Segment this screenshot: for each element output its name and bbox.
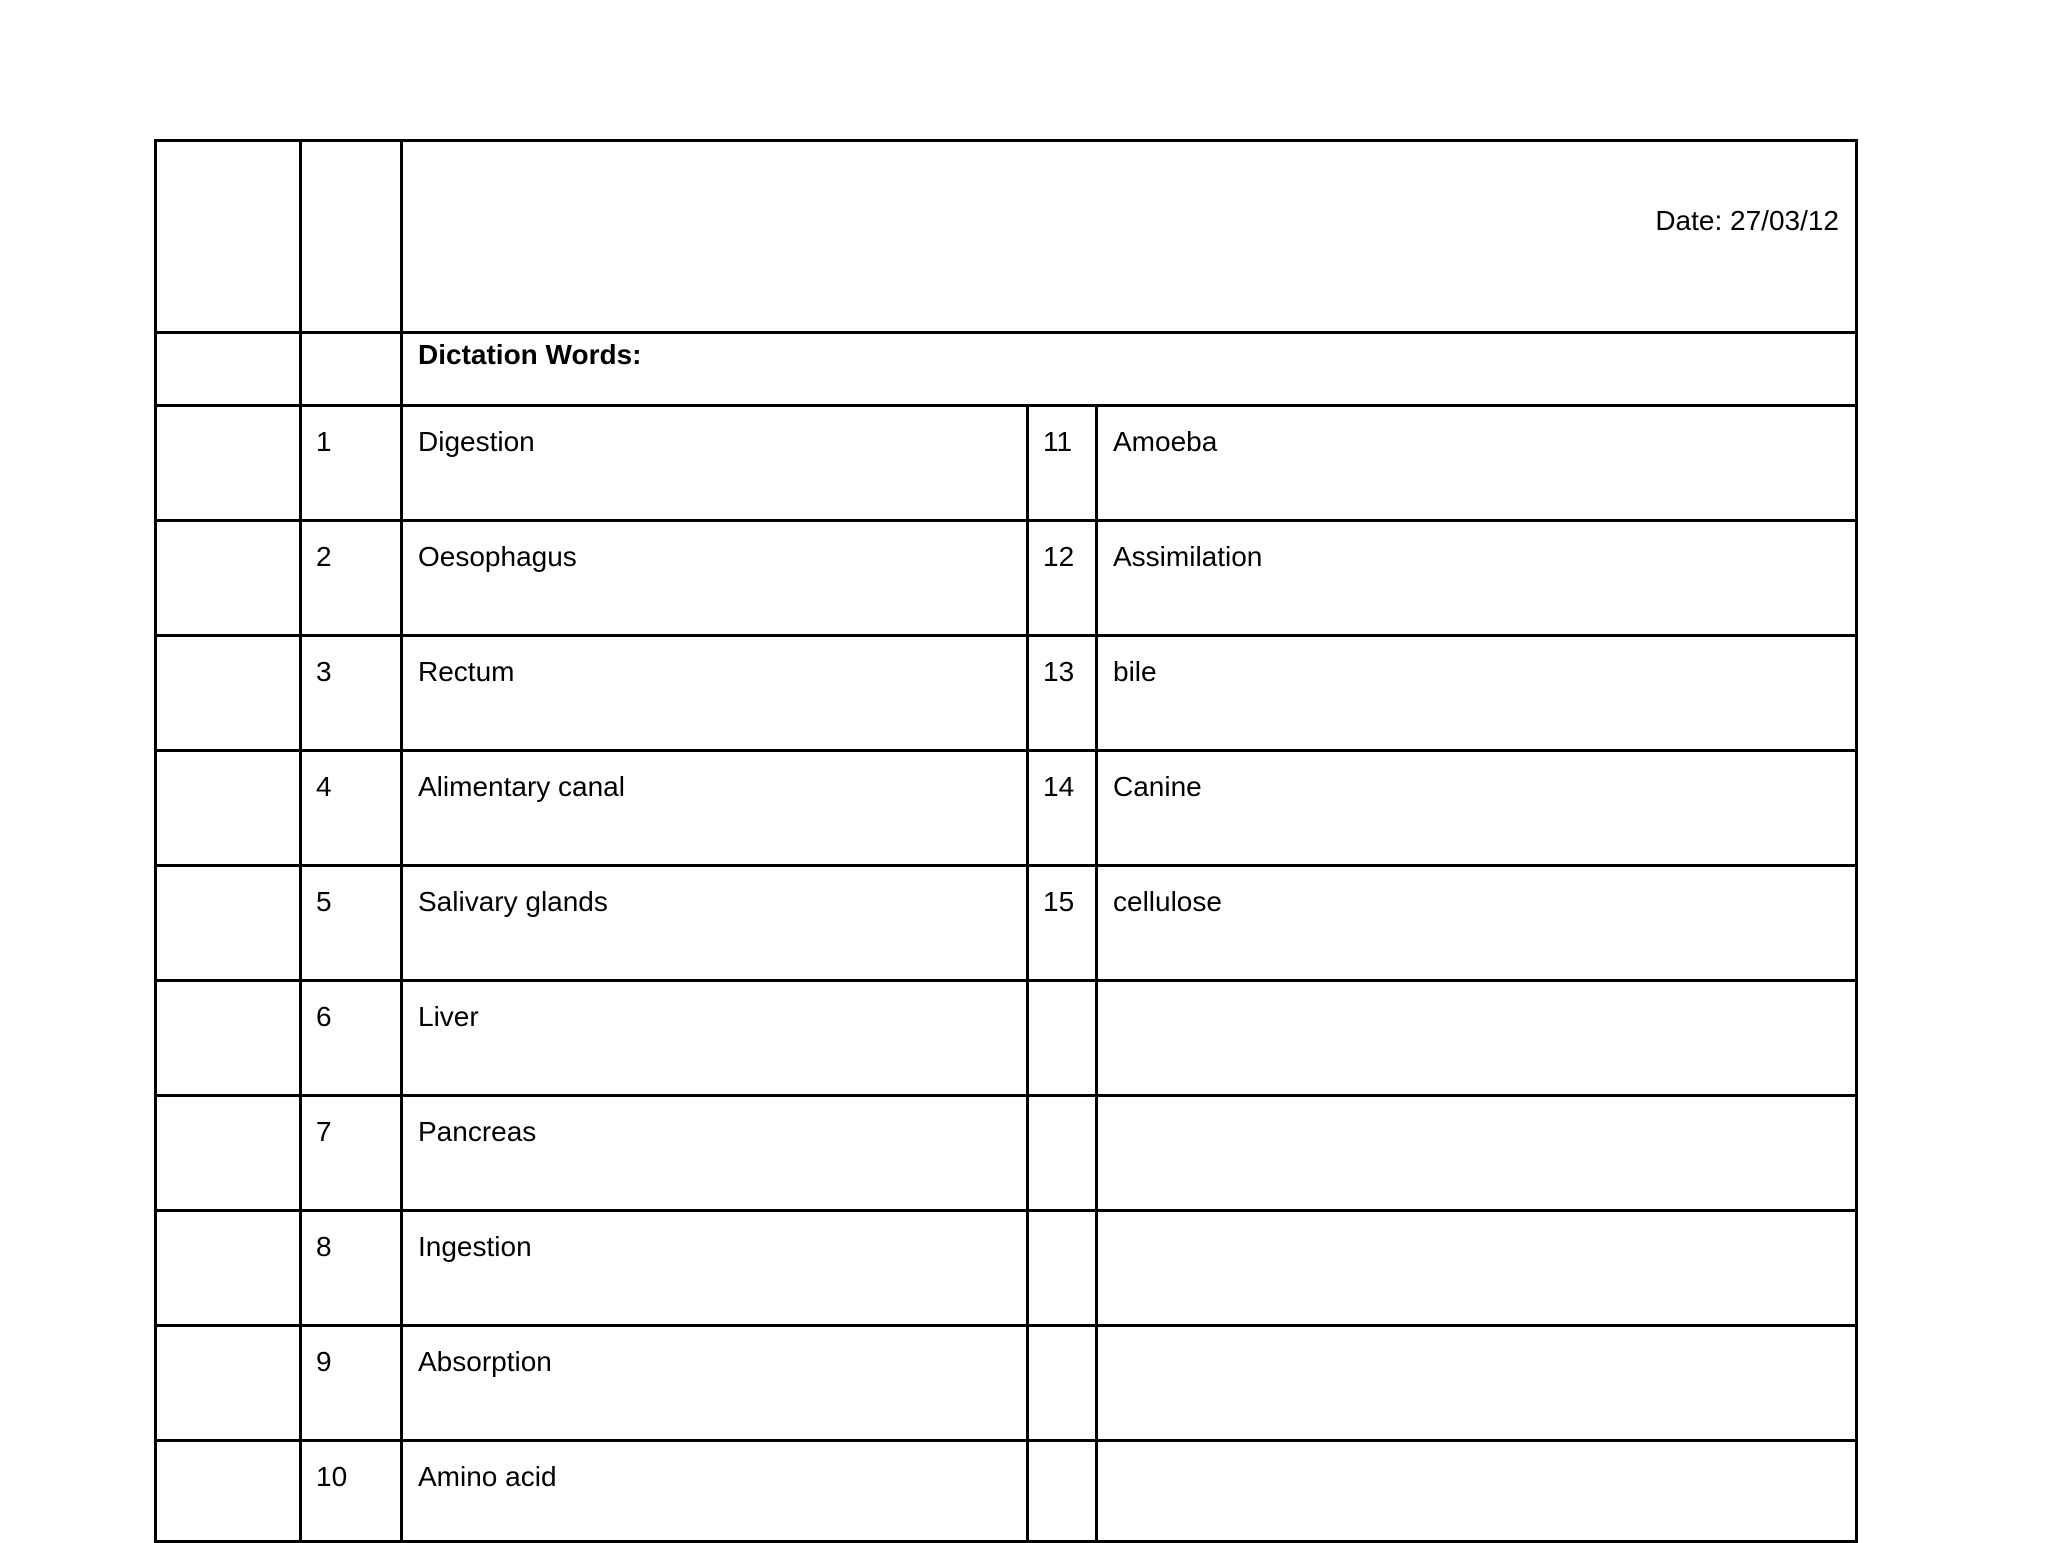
heading-row (156, 333, 1857, 406)
word-cell: Salivary glands (402, 866, 1028, 981)
table-row (156, 751, 1857, 866)
empty-cell (156, 521, 301, 636)
empty-cell (156, 406, 301, 521)
word-cell: Liver (402, 981, 1028, 1096)
table-row (156, 636, 1857, 751)
word-number (1028, 1211, 1097, 1326)
table-row (156, 1096, 1857, 1211)
empty-cell (156, 1326, 301, 1441)
word-number: 3 (301, 636, 402, 751)
word-number: 4 (301, 751, 402, 866)
word-number (1028, 981, 1097, 1096)
empty-cell (156, 333, 301, 406)
empty-cell (156, 636, 301, 751)
empty-cell (301, 333, 402, 406)
word-number: 15 (1028, 866, 1097, 981)
empty-cell (156, 751, 301, 866)
word-number (1028, 1326, 1097, 1441)
table-row (156, 981, 1857, 1096)
dictation-table (154, 139, 1858, 1543)
table-row (156, 521, 1857, 636)
word-number: 2 (301, 521, 402, 636)
word-cell: bile (1097, 636, 1857, 751)
word-number: 1 (301, 406, 402, 521)
section-heading: Dictation Words: (402, 333, 1857, 406)
word-cell: cellulose (1097, 866, 1857, 981)
word-cell (1097, 1096, 1857, 1211)
date-label: Date: 27/03/12 (402, 141, 1857, 333)
table-row (156, 1211, 1857, 1326)
word-cell (1097, 1326, 1857, 1441)
header-row (156, 141, 1857, 333)
empty-cell (156, 1211, 301, 1326)
table-row (156, 866, 1857, 981)
word-number: 5 (301, 866, 402, 981)
word-cell: Amoeba (1097, 406, 1857, 521)
table-row (156, 1326, 1857, 1441)
word-cell: Amino acid (402, 1441, 1028, 1542)
word-cell: Absorption (402, 1326, 1028, 1441)
word-cell: Pancreas (402, 1096, 1028, 1211)
empty-cell (156, 981, 301, 1096)
word-cell: Digestion (402, 406, 1028, 521)
word-cell: Ingestion (402, 1211, 1028, 1326)
word-cell (1097, 1211, 1857, 1326)
word-number: 9 (301, 1326, 402, 1441)
empty-cell (156, 1096, 301, 1211)
word-cell: Canine (1097, 751, 1857, 866)
word-number: 8 (301, 1211, 402, 1326)
word-cell: Rectum (402, 636, 1028, 751)
empty-cell (156, 1441, 301, 1542)
word-cell: Oesophagus (402, 521, 1028, 636)
word-number: 10 (301, 1441, 402, 1542)
table-row (156, 1441, 1857, 1542)
word-number: 6 (301, 981, 402, 1096)
table-row (156, 406, 1857, 521)
word-number: 13 (1028, 636, 1097, 751)
empty-cell (301, 141, 402, 333)
word-cell (1097, 1441, 1857, 1542)
word-cell (1097, 981, 1857, 1096)
empty-cell (156, 141, 301, 333)
word-number (1028, 1096, 1097, 1211)
word-cell: Alimentary canal (402, 751, 1028, 866)
word-number: 11 (1028, 406, 1097, 521)
word-number: 12 (1028, 521, 1097, 636)
word-cell: Assimilation (1097, 521, 1857, 636)
empty-cell (156, 866, 301, 981)
word-number: 14 (1028, 751, 1097, 866)
word-number: 7 (301, 1096, 402, 1211)
word-number (1028, 1441, 1097, 1542)
